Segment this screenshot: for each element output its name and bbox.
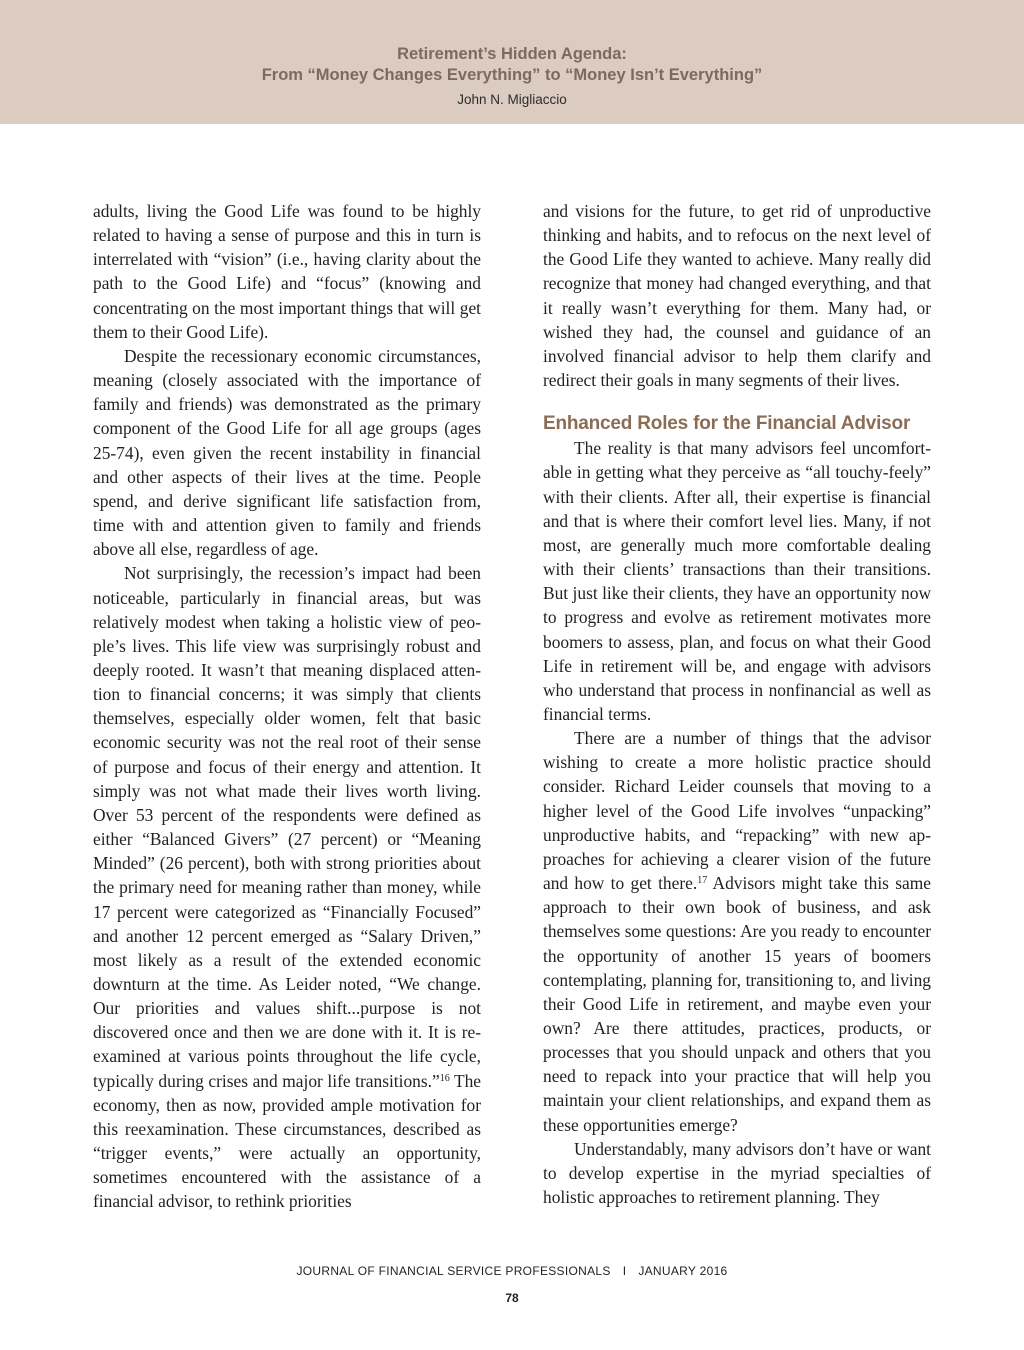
running-header	[0, 0, 1024, 124]
section-heading: Enhanced Roles for the Financial Advisor	[543, 413, 911, 435]
paragraph	[543, 726, 931, 1137]
footer-separator: I	[622, 1264, 627, 1278]
paragraph-text: Advisors might take this same approach to their own book of business, and ask themselves some questions: Are you ready to encounter the opportunity of another 15 years of boomers contemplating, planning for, transitioning to, and living their Good Life in retirement, and maybe even your own? Are there attitudes, practices, products, or processes that you should unpack and others that you need to repack into your practice that will help you maintain your client relationships, and expand them as these opportunities emerge?	[543, 873, 931, 1135]
footnote-reference: 17	[697, 875, 708, 887]
paragraph-text: The economy, then as now, provided ample motivation for this reexamination. These circumstances, described as “trigger events,” were actually an opportunity, sometimes encountered with the assistance of a financial advisor, to rethink priorities	[93, 1070, 481, 1212]
paragraph: adults, living the Good Life was found to be highly related to having a sense of purpose and this in turn is interrelated with “vision” (i.e., having clarity about the path to the Good Life) and “focus” (knowing and concentrating on the most important things that will get them to their Good Life).	[93, 201, 481, 342]
article-title-line-1: Retirement’s Hidden Agenda:	[397, 45, 627, 63]
left-column	[93, 199, 481, 1214]
right-column	[543, 199, 931, 1209]
page-number: 78	[505, 1291, 519, 1305]
footnote-reference: 16	[439, 1072, 450, 1084]
page-footer	[0, 1264, 1024, 1278]
paragraph: Understandably, many advisors don’t have or want to develop expertise in the myriad specialties of holistic approaches to retirement planning. They	[543, 1138, 931, 1208]
paragraph	[93, 561, 481, 1213]
paragraph-text: There are a number of things that the advisor wishing to create a more holistic practice should consider. Richard Leider counsels that moving to a higher level of the Good Life involves “unpacking” unproductive habits, and “repacking” with new approaches for achieving a clearer vision of the future and how to get there.	[543, 728, 931, 894]
paragraph: The reality is that many advisors feel uncomfortable in getting what they perceive as “all touchy-feely” with their clients. After all, their expertise is financial and that is where their comfort level lies. Many, if not most, are generally much more comfortable dealing with their clients’ transactions than their transitions. But just like their clients, they have an opportunity now to progress and evolve as retirement motivates more boomers to assess, plan, and focus on what their Good Life in retirement will be, and engage with advisors who understand that process in nonfinancial as well as financial terms.	[543, 438, 931, 724]
paragraph: Despite the recessionary economic circumstances, meaning (closely associated with the importance of family and friends) was demonstrated as the primary component of the Good Life for all age groups (ages 25-74), even given the recent instability in financial and other aspects of their lives at the time. People spend, and derive significant life satisfaction from, time with and attention given to family and friends above all else, regardless of age.	[93, 345, 481, 560]
article-author: John N. Migliaccio	[457, 92, 567, 107]
paragraph: and visions for the future, to get rid of unproductive thinking and habits, and to refocus on the next level of the Good Life they wanted to achieve. Many really did recognize that money had changed everything, and that it really wasn’t everything for them. Many had, or wished they had, the counsel and guidance of an involved financial advisor to help them clarify and redirect their goals in many segments of their lives.	[543, 201, 931, 391]
issue-date: JANUARY 2016	[638, 1264, 728, 1278]
paragraph-text: Not surprisingly, the recession’s impact had been noticeable, particularly in financial areas, but was relatively modest when taking a holistic view of people’s lives. This life view was surprisingly robust and deeply rooted. It wasn’t that meaning displaced attention to financial concerns; it was simply that clients themselves, especially older women, felt that basic economic security was not the real root of their sense of purpose and focus of their energy and attention. It simply was not what made their lives worth living. Over 53 percent of the respondents were defined as either “Balanced Givers” (27 percent) or “Meaning Minded” (26 percent), both with strong priorities about the primary need for meaning rather than money, while 17 percent were categorized as “Financially Focused” and another 12 percent emerged as “Salary Driven,” most likely as a result of the extended economic downturn at the time. As Leider noted, “We change. Our priorities and values shift...purpose is not discovered once and then we are done with it. It is re-examined at various points throughout the life cycle, typically during crises and major life transitions.”	[93, 563, 481, 1091]
article-title-line-2: From “Money Changes Everything” to “Money Isn’t Everything”	[261, 66, 763, 84]
journal-name: JOURNAL OF FINANCIAL SERVICE PROFESSIONALS	[296, 1264, 611, 1278]
